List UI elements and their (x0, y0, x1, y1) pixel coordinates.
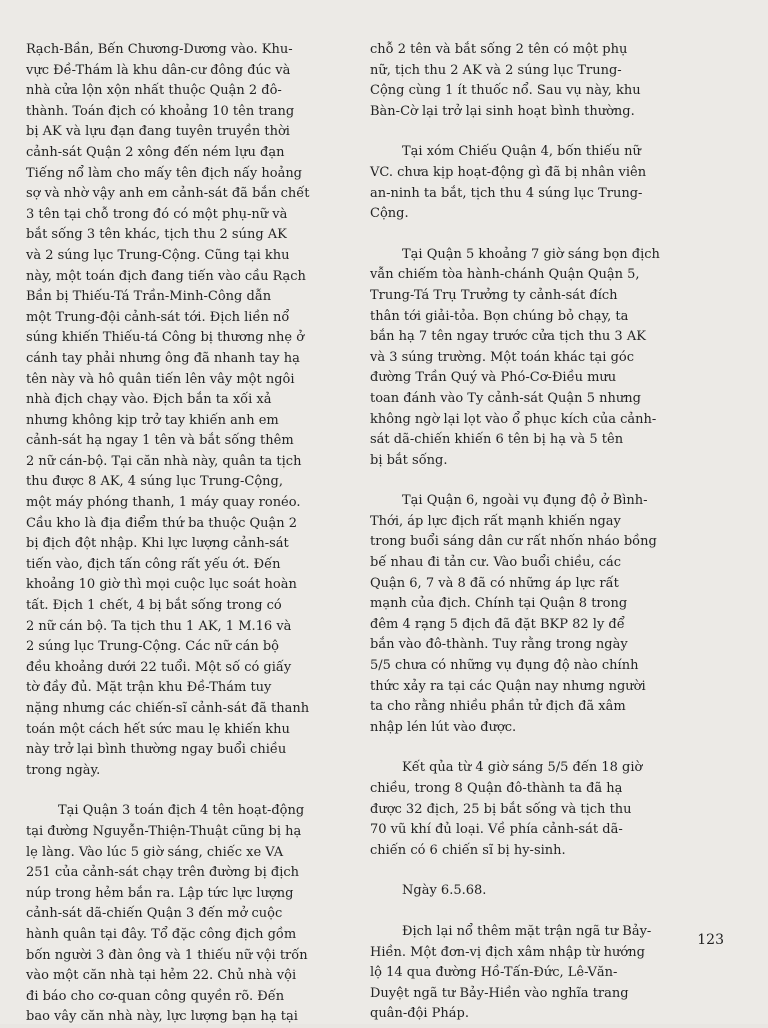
right-column (370, 40, 710, 1025)
paragraph: Rạch-Bần, Bến Chương-Dương vào. Khu- vực Đề-Thám là khu dân-cư đông đúc và nhà cửa lộn xộn nhất thuộc Quận 2 đô- thành. Toán địch có khoảng 10 tên trang bị AK và lựu đạn đang tuyên truyền thời cảnh-sát Quận 2 xông đến ném lựu đạn Tiếng nổ làm cho mấy tên địch nấy hoảng sợ và nhờ vậy anh em cảnh-sát đã bắn chết 3 tên tại chỗ trong đó có một phụ-nữ và bắt sống 3 tên khác, tịch thu 2 súng AK và 2 súng lục Trung-Cộng. Cũng tại khu này, một toán địch đang tiến vào cầu Rạch Bần bị Thiếu-Tá Trần-Minh-Công dẫn một Trung-đội cảnh-sát tới. Địch liền nổ súng khiến Thiếu-tá Công bị thương nhẹ ở cánh tay phải nhưng ông đã nhanh tay hạ tên này và hô quân tiến lên vây một ngôi nhà địch chạy vào. Địch bắn ta xối xả nhưng không kịp trở tay khiến anh em cảnh-sát hạ ngay 1 tên và bắt sống thêm 2 nữ cán-bộ. Tại căn nhà này, quân ta tịch thu được 8 AK, 4 súng lục Trung-Cộng, một máy phóng thanh, 1 máy quay ronéo. Cầu kho là địa điểm thứ ba thuộc Quận 2 bị địch đột nhập. Khi lực lượng cảnh-sát tiến vào, địch tấn công rất yếu ớt. Đến khoảng 10 giờ thì mọi cuộc lục soát hoàn tất. Địch 1 chết, 4 bị bắt sống trong có 2 nữ cán bộ. Ta tịch thu 1 AK, 1 M.16 và 2 súng lục Trung-Cộng. Các nữ cán bộ đều khoảng dưới 22 tuổi. Một số có giấy tờ đầy đủ. Mặt trận khu Đề-Thám tuy nặng nhưng các chiến-sĩ cảnh-sát đã thanh toán một cách hết sức mau lẹ khiến khu này trở lại bình thường ngay buổi chiều trong ngày. (26, 42, 310, 778)
date-heading: Ngày 6.5.68. (402, 883, 487, 899)
paragraph: Tại Quận 6, ngoài vụ đụng độ ở Bình- Thới, áp lực địch rất mạnh khiến ngay trong buổi sáng dân cư rất nhốn nháo bồng bế nhau đi tản cư. Vào buổi chiều, các Quận 6, 7 và 8 đã có những áp lực rất mạnh của địch. Chính tại Quận 8 trong đêm 4 rạng 5 địch đã đặt BKP 82 ly để bắn vào đô-thành. Tuy rằng trong ngày 5/5 chưa có những vụ đụng độ nào chính thức xảy ra tại các Quận nay nhưng người ta cho rằng nhiều phần tử địch đã xâm nhập lén lút vào được. (370, 493, 657, 735)
left-column (26, 40, 366, 1028)
paragraph: Tại xóm Chiếu Quận 4, bốn thiếu nữ VC. chưa kịp hoạt-động gì đã bị nhân viên an-ninh ta bắt, tịch thu 4 súng lục Trung- Cộng. (370, 144, 647, 222)
paragraph: Tại Quận 5 khoảng 7 giờ sáng bọn địch vẫn chiếm tòa hành-chánh Quận Quận 5, Trung-Tá Trụ Trưởng ty cảnh-sát đích thân tới giải-tỏa. Bọn chúng bỏ chạy, ta bắn hạ 7 tên ngay trước cửa tịch thu 3 AK và 3 súng trường. Một toán khác tại góc đường Trần Quý và Phó-Cơ-Điều mưu toan đánh vào Ty cảnh-sát Quận 5 nhưng không ngờ lại lọt vào ổ phục kích của cảnh- sát dã-chiến khiến 6 tên bị hạ và 5 tên bị bắt sống. (370, 246, 660, 468)
paragraph: Kết qủa từ 4 giờ sáng 5/5 đến 18 giờ chiều, trong 8 Quận đô-thành ta đã hạ được 32 địch, 25 bị bắt sống và tịch thu 70 vũ khí đủ loại. Về phía cảnh-sát dã- chiến có 6 chiến sĩ bị hy-sinh. (370, 760, 643, 858)
page-number: 123 (697, 932, 724, 948)
paragraph: Địch lại nổ thêm mặt trận ngã tư Bảy- Hiền. Một đơn-vị địch xâm nhập từ hướng lộ 14 qua đường Hồ-Tấn-Đức, Lê-Văn- Duyệt ngã tư Bảy-Hiền vào nghĩa trang quân-đội Pháp. (370, 923, 652, 1022)
paragraph: Tại Quận 3 toán địch 4 tên hoạt-động tại đường Nguyễn-Thiện-Thuật cũng bị hạ lẹ làng. Vào lúc 5 giờ sáng, chiếc xe VA 251 của cảnh-sát chạy trên đường bị địch núp trong hẻm bắn ra. Lập tức lực lượng cảnh-sát dã-chiến Quận 3 đến mở cuộc hành quân tại đây. Tổ đặc công địch gồm bốn người 3 đàn ông và 1 thiếu nữ vội trốn vào một căn nhà tại hẻm 22. Chủ nhà vội đi báo cho cơ-quan công quyền rõ. Đến bao vây căn nhà này, lực lượng bạn hạ tại (26, 803, 308, 1025)
paragraph: chỗ 2 tên và bắt sống 2 tên có một phụ nữ, tịch thu 2 AK và 2 súng lục Trung- Cộng cùng 1 ít thuốc nổ. Sau vụ này, khu Bàn-Cờ lại trở lại sinh hoạt bình thường. (370, 42, 641, 119)
